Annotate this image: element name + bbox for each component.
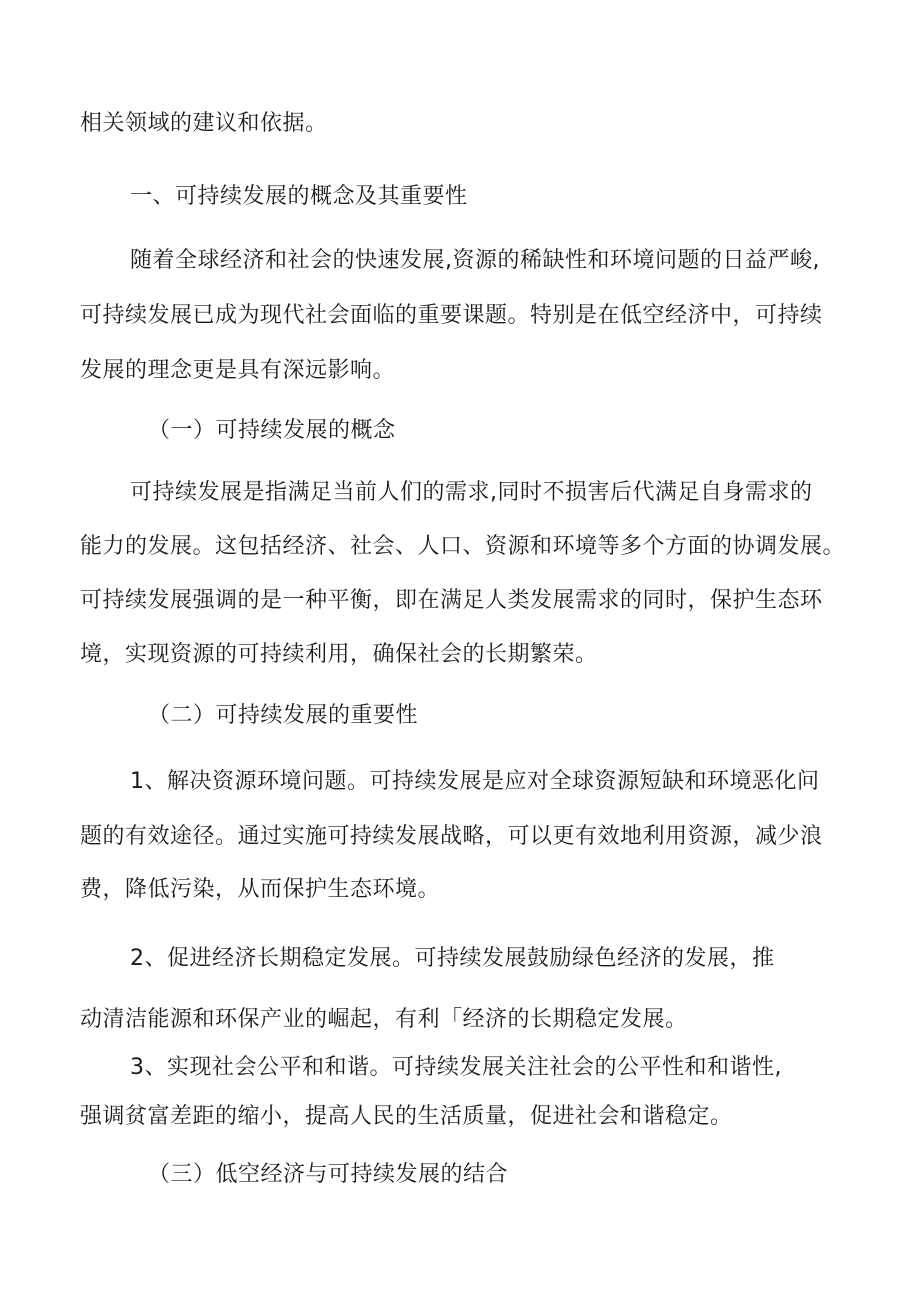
paragraph-line: 可持续发展已成为现代社会面临的重要课题。特别是在低空经济中，可持续 <box>80 303 823 328</box>
list-item-line: 3、实现社会公平和和谐。可持续发展关注社会的公平性和和谐性, <box>130 1055 782 1080</box>
list-item-line: 1、解决资源环境问题。可持续发展是应对全球资源短缺和环境恶化问 <box>130 769 820 794</box>
subsection-heading: （三）低空经济与可持续发展的结合 <box>148 1162 509 1187</box>
section-heading: 一、可持续发展的概念及其重要性 <box>130 184 468 209</box>
subsection-heading: （一）可持续发展的概念 <box>148 418 396 443</box>
list-item-line: 费，降低污染，从而保护生态环境。 <box>80 877 441 902</box>
list-item-line: 2、促进经济长期稳定发展。可持续发展鼓励绿色经济的发展，推 <box>130 946 775 971</box>
paragraph-line: 随着全球经济和社会的快速发展,资源的稀缺性和环境问题的日益严峻, <box>130 248 820 273</box>
paragraph-line: 可持续发展是指满足当前人们的需求,同时不损害后代满足自身需求的 <box>130 480 813 505</box>
paragraph-line: 能力的发展。这包括经济、社会、人口、资源和环境等多个方面的协调发展。 <box>80 534 846 559</box>
list-item-line: 题的有效途径。通过实施可持续发展战略，可以更有效地利用资源，减少浪 <box>80 824 823 849</box>
list-item-line: 强调贫富差距的缩小，提高人民的生活质量，促进社会和谐稳定。 <box>80 1104 733 1129</box>
paragraph-continuation-line: 相关领域的建议和依据。 <box>80 111 328 136</box>
paragraph-line: 境，实现资源的可持续利用，确保社会的长期繁荣。 <box>80 642 598 667</box>
paragraph-line: 发展的理念更是具有深远影响。 <box>80 358 396 383</box>
subsection-heading: （二）可持续发展的重要性 <box>148 703 419 728</box>
list-item-line: 动清洁能源和环保产业的崛起，有利「经济的长期稳定发展。 <box>80 1007 688 1032</box>
paragraph-line: 可持续发展强调的是一种平衡，即在满足人类发展需求的同时，保护生态环 <box>80 588 823 613</box>
